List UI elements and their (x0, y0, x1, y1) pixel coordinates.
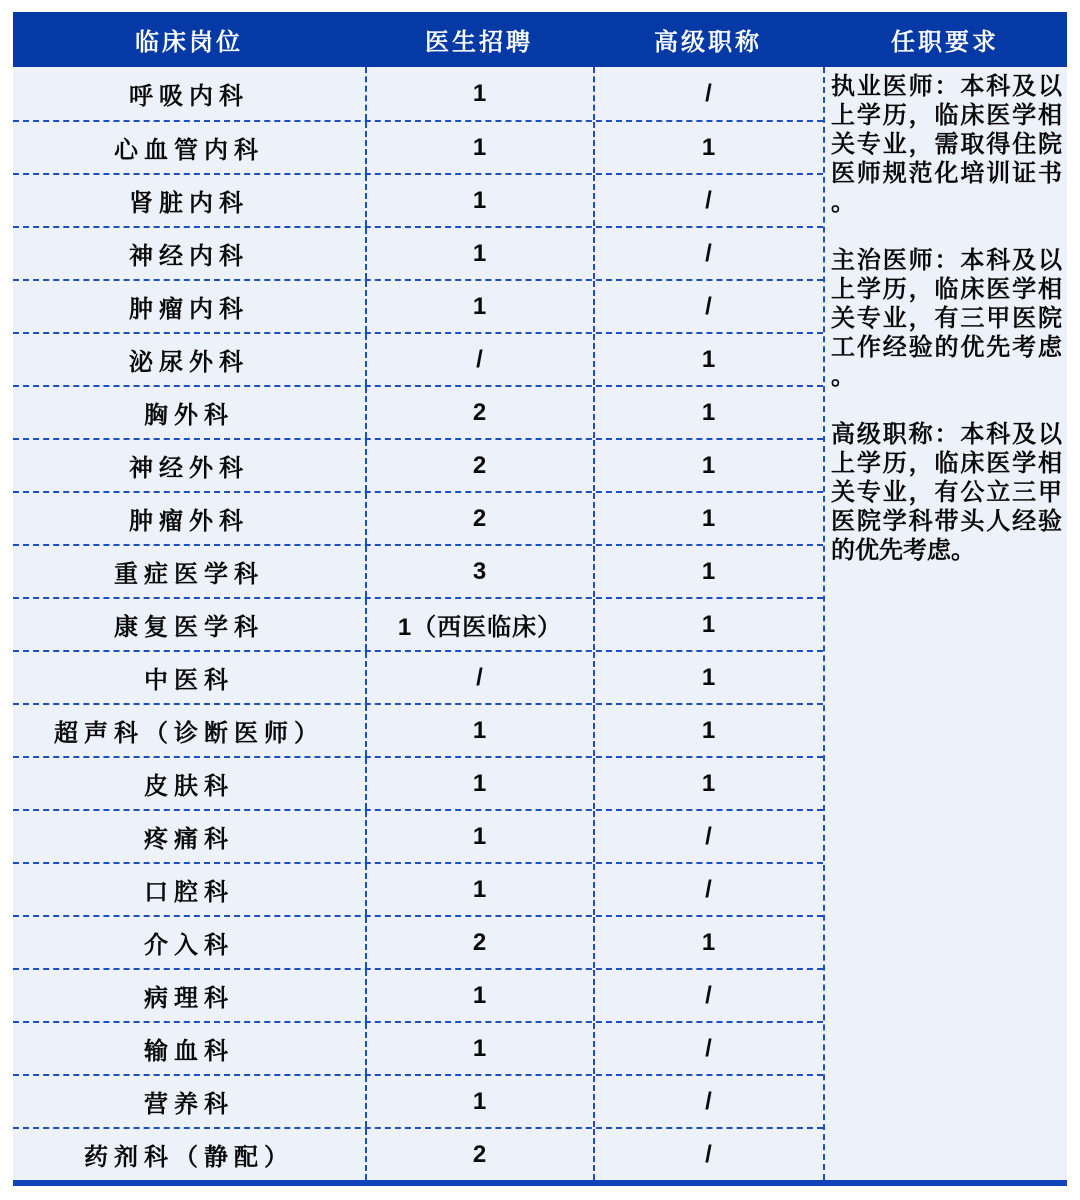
position-cell: 介入科 (144, 932, 234, 959)
senior-title-cell: / (593, 864, 823, 915)
senior-title-cell: 1 (593, 493, 823, 544)
senior-title-cell: / (593, 281, 823, 332)
position-cell: 神经内科 (129, 243, 249, 270)
position-cell: 营养科 (144, 1091, 234, 1118)
recruit-count-cell: 1（西医临床） (365, 599, 593, 650)
position-cell: 重症医学科 (114, 561, 264, 588)
position-cell: 呼吸内科 (129, 83, 249, 110)
recruit-count-cell: / (365, 334, 593, 385)
position-cell: 皮肤科 (144, 773, 234, 800)
table-row (13, 173, 823, 226)
table-row (13, 862, 823, 915)
table-row (13, 968, 823, 1021)
position-cell: 药剂科（静配） (84, 1144, 294, 1171)
senior-title-cell: 1 (593, 546, 823, 597)
table-row (13, 650, 823, 703)
recruit-count-cell: / (365, 652, 593, 703)
requirement-paragraph: 高级职称：本科及以上学历，临床医学相关专业，有公立三甲医院学科带头人经验的优先考虑。 (831, 421, 1062, 564)
position-cell: 肿瘤外科 (129, 508, 249, 535)
requirement-paragraph: 执业医师：本科及以上学历，临床医学相关专业，需取得住院医师规范化培训证书。 (831, 73, 1062, 216)
column-header-senior-title: 高级职称 (654, 29, 762, 56)
position-cell: 胸外科 (144, 402, 234, 429)
senior-title-cell: 1 (593, 917, 823, 968)
table-row (13, 597, 823, 650)
senior-title-cell: 1 (593, 652, 823, 703)
table-row (13, 544, 823, 597)
recruit-count-cell: 1 (365, 811, 593, 862)
recruit-count-cell: 1 (365, 705, 593, 756)
recruit-count-cell: 1 (365, 228, 593, 279)
senior-title-cell: / (593, 175, 823, 226)
recruit-count-cell: 2 (365, 1129, 593, 1180)
table-row (13, 438, 823, 491)
senior-title-cell: / (593, 1023, 823, 1074)
senior-title-cell: / (593, 811, 823, 862)
table-body (13, 67, 1067, 1180)
position-cell: 心血管内科 (114, 137, 264, 164)
table-row (13, 1021, 823, 1074)
requirement-paragraph: 主治医师：本科及以上学历，临床医学相关专业，有三甲医院工作经验的优先考虑。 (831, 247, 1062, 390)
recruit-count-cell: 2 (365, 440, 593, 491)
senior-title-cell: / (593, 1129, 823, 1180)
table-bottom-border (13, 1180, 1067, 1186)
senior-title-cell: / (593, 970, 823, 1021)
senior-title-cell: 1 (593, 122, 823, 173)
table-row (13, 703, 823, 756)
column-header-recruit-count: 医生招聘 (425, 29, 533, 56)
recruit-count-cell: 1 (365, 122, 593, 173)
recruit-count-cell: 1 (365, 175, 593, 226)
table-row (13, 491, 823, 544)
column-header-requirements: 任职要求 (891, 29, 999, 56)
recruit-count-cell: 1 (365, 864, 593, 915)
senior-title-cell: / (593, 228, 823, 279)
position-cell: 中医科 (144, 667, 234, 694)
senior-title-cell: / (593, 67, 823, 120)
position-cell: 病理科 (144, 985, 234, 1012)
recruit-count-cell: 2 (365, 387, 593, 438)
position-cell: 肿瘤内科 (129, 296, 249, 323)
senior-title-cell: 1 (593, 758, 823, 809)
position-cell: 泌尿外科 (129, 349, 249, 376)
table-row (13, 120, 823, 173)
position-cell: 口腔科 (144, 879, 234, 906)
position-cell: 超声科（诊断医师） (54, 720, 324, 747)
column-header-position: 临床岗位 (135, 29, 243, 56)
recruit-count-cell: 1 (365, 1023, 593, 1074)
requirements-cell (823, 67, 1067, 1180)
recruit-count-cell: 1 (365, 758, 593, 809)
table-row (13, 809, 823, 862)
recruit-count-cell: 1 (365, 1076, 593, 1127)
table-row (13, 279, 823, 332)
table-row (13, 67, 823, 120)
table-row (13, 915, 823, 968)
senior-title-cell: / (593, 1076, 823, 1127)
position-cell: 神经外科 (129, 455, 249, 482)
table-row (13, 1074, 823, 1127)
table-header-row (13, 12, 1067, 67)
senior-title-cell: 1 (593, 387, 823, 438)
position-cell: 疼痛科 (144, 826, 234, 853)
table-row (13, 226, 823, 279)
recruit-count-cell: 1 (365, 67, 593, 120)
recruit-count-cell: 1 (365, 970, 593, 1021)
position-cell: 康复医学科 (114, 614, 264, 641)
recruitment-table (13, 12, 1067, 1186)
rows-pane (13, 67, 823, 1180)
table-row (13, 756, 823, 809)
recruit-count-cell: 1 (365, 281, 593, 332)
table-row (13, 385, 823, 438)
table-row (13, 332, 823, 385)
table-row (13, 1127, 823, 1180)
senior-title-cell: 1 (593, 440, 823, 491)
senior-title-cell: 1 (593, 705, 823, 756)
position-cell: 输血科 (144, 1038, 234, 1065)
position-cell: 肾脏内科 (129, 190, 249, 217)
recruit-count-cell: 2 (365, 493, 593, 544)
recruit-count-cell: 2 (365, 917, 593, 968)
recruit-count-cell: 3 (365, 546, 593, 597)
senior-title-cell: 1 (593, 334, 823, 385)
senior-title-cell: 1 (593, 599, 823, 650)
